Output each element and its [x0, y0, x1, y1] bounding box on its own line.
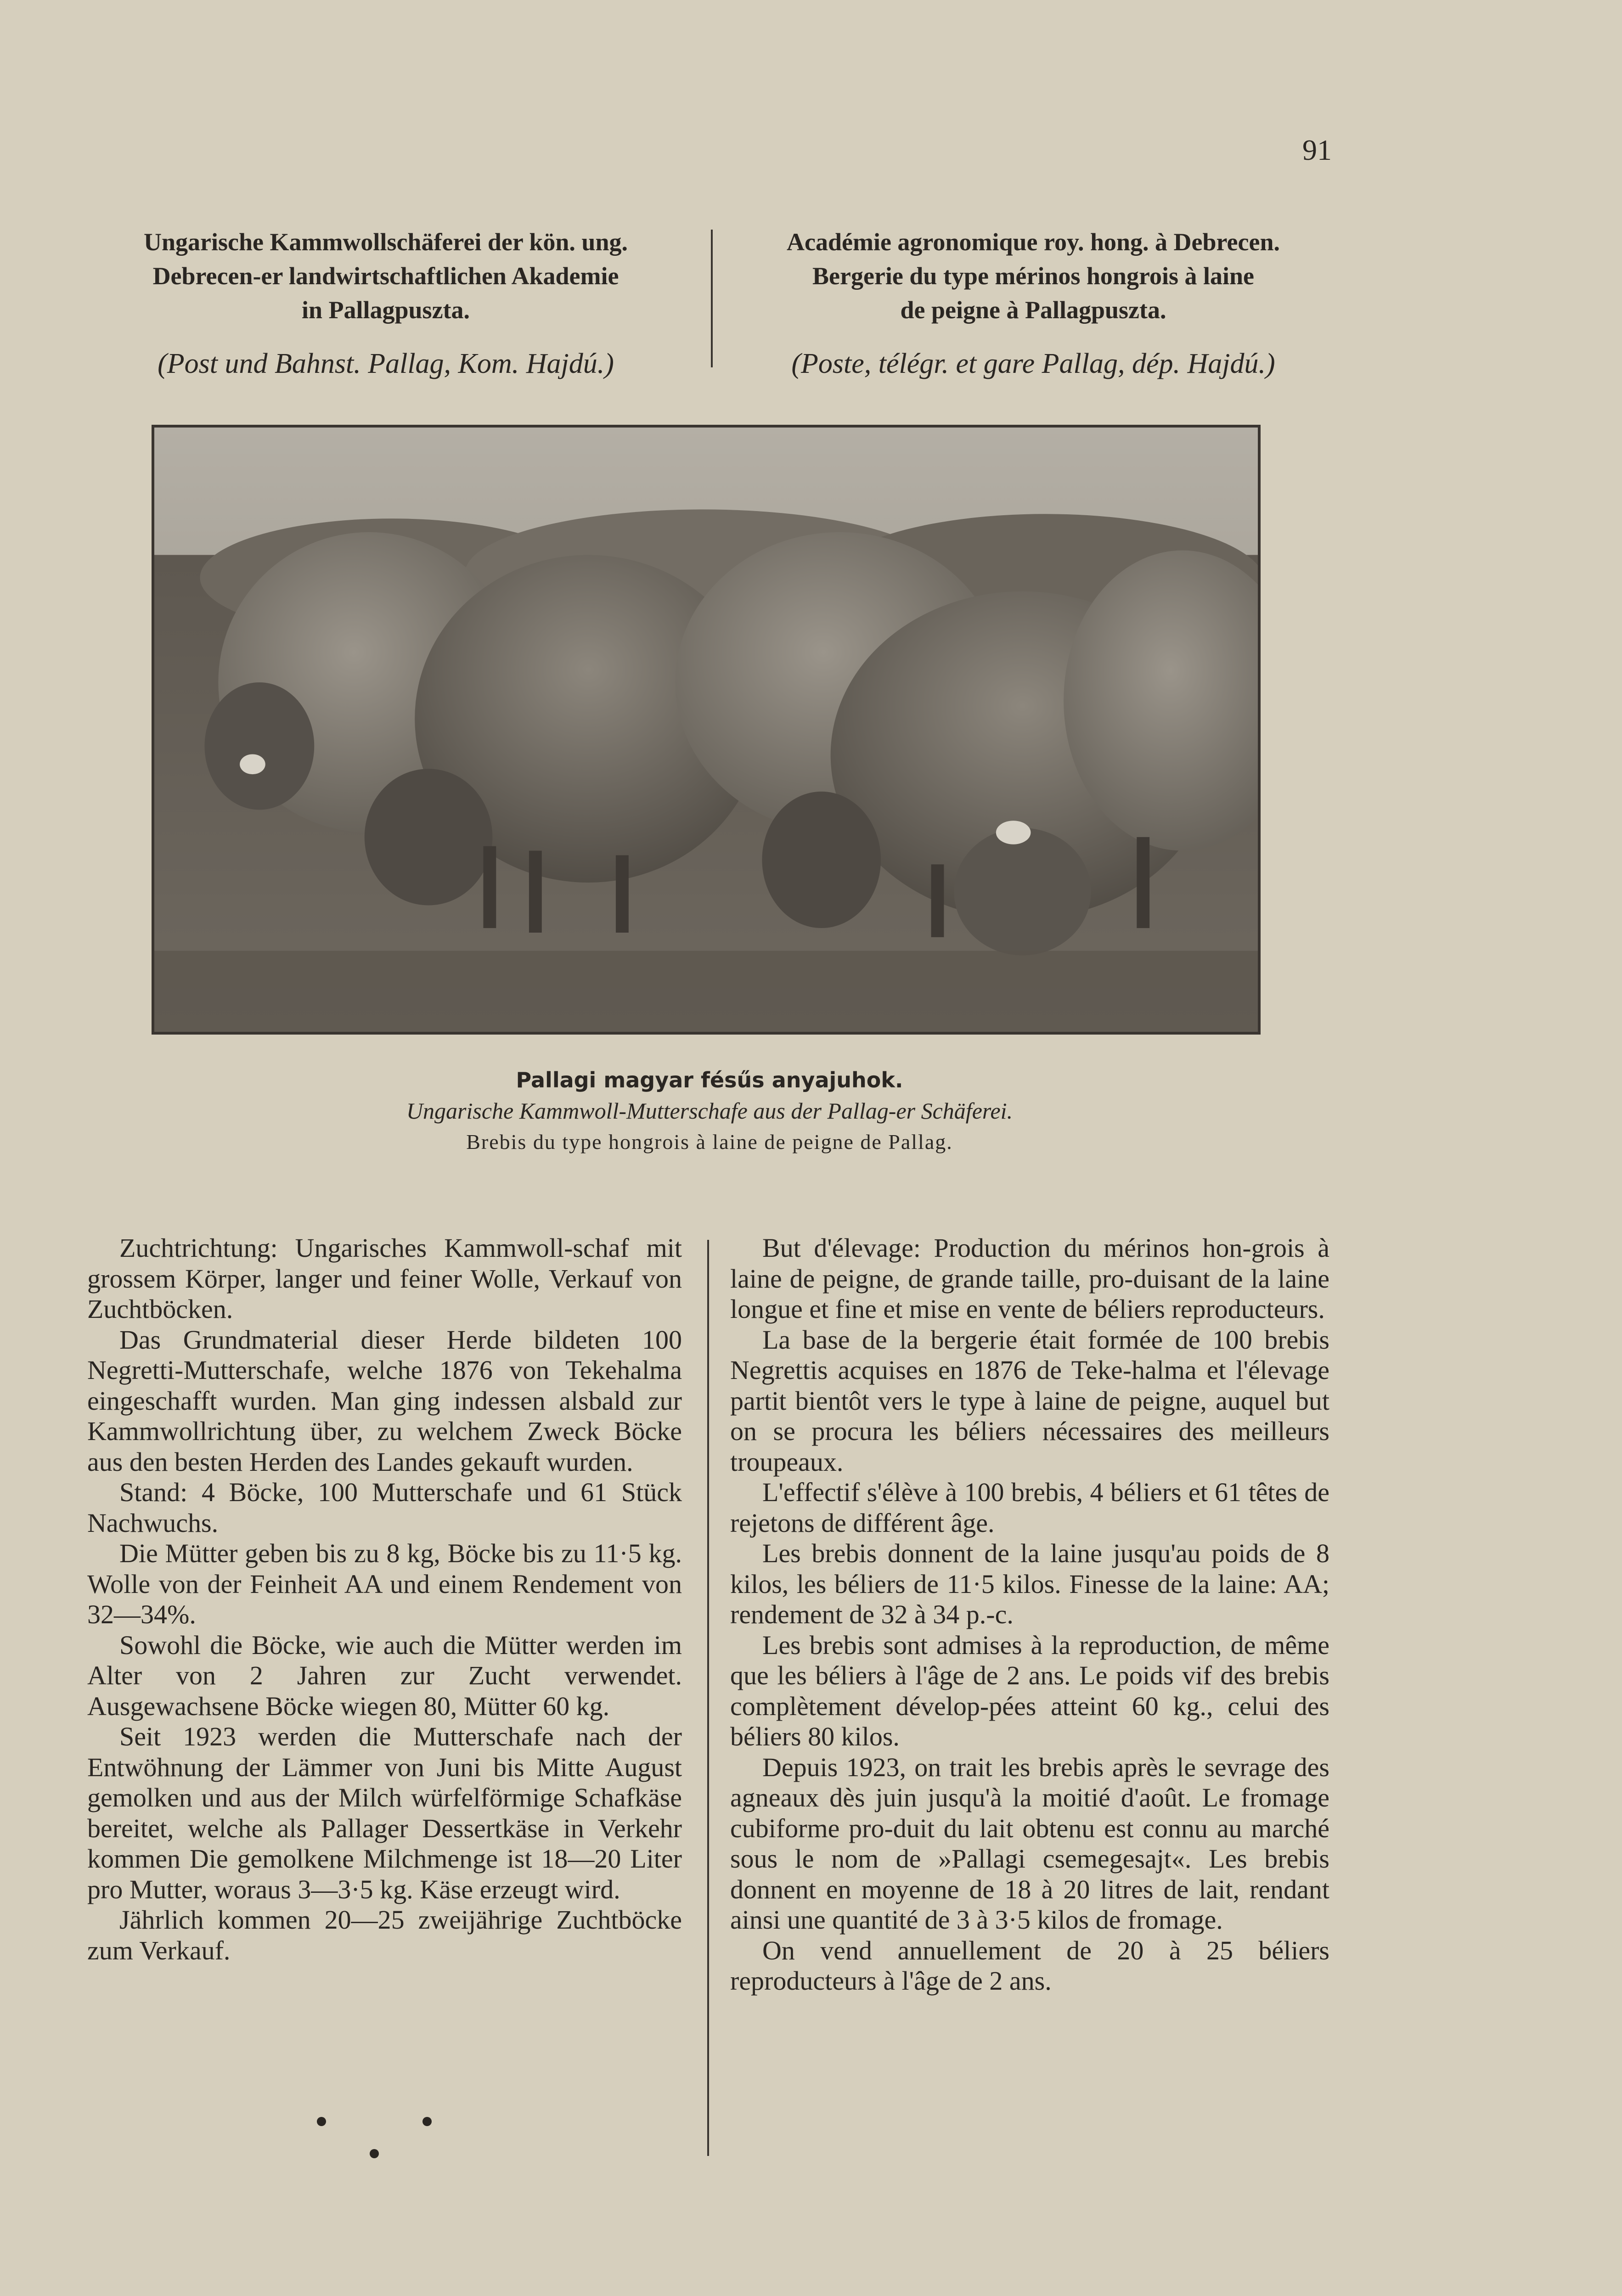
header-french-title: Académie agronomique roy. hong. à Debrecen. Bergerie du type mérinos hongrois à laine de peigne à Pallagpuszta. — [787, 228, 1280, 324]
header-german-title: Ungarische Kammwollschäferei der kön. ung. Debrecen-er landwirtschaftlichen Akademie in Pallagpuszta. — [143, 228, 628, 324]
french-paragraph: Les brebis donnent de la laine jusqu'au poids de 8 kilos, les béliers de 11·5 kilos. Finesse de la laine: AA; rendement de 32 à 34 p.-c. — [730, 1538, 1329, 1629]
german-text-column — [87, 1233, 682, 1966]
german-paragraph: Das Grundmaterial dieser Herde bildeten 100 Negretti-Mutterschafe, welche 1876 von Tekehalma eingeschafft wurden. Man ging indessen alsbald zur Kammwollrichtung über, zu welchem Zweck Böcke aus den besten Herden des Landes gekauft wurden. — [87, 1324, 682, 1477]
header-german-address: (Post und Bahnst. Pallag, Kom. Hajdú.) — [158, 348, 614, 379]
header-french-address: (Poste, télégr. et gare Pallag, dép. Hajdú.) — [791, 348, 1275, 379]
german-paragraph: Jährlich kommen 20—25 zweijährige Zuchtböcke zum Verkauf. — [87, 1905, 682, 1965]
ornament-dot — [370, 2149, 379, 2158]
french-paragraph: La base de la bergerie était formée de 100 brebis Negrettis acquises en 1876 de Teke-halma et l'élevage partit bientôt vers le type à laine de peigne, auquel but on se procura les béliers nécessaires des meilleurs troupeaux. — [730, 1324, 1329, 1477]
section-end-ornament — [312, 2112, 450, 2167]
french-paragraph: On vend annuellement de 20 à 25 béliers reproducteurs à l'âge de 2 ans. — [730, 1935, 1329, 1996]
ornament-dot — [422, 2117, 432, 2126]
german-paragraph: Seit 1923 werden die Mutterschafe nach der Entwöhnung der Lämmer von Juni bis Mitte August gemolken und aus der Milch würfelförmige Schafkäse bereitet, welche als Pallager Dessertkäse in Verkehr kommen Die gemolkene Milchmenge ist 18—20 Liter pro Mutter, woraus 3—3·5 kg. Käse erzeugt wird. — [87, 1722, 682, 1904]
french-paragraph: L'effectif s'élève à 100 brebis, 4 béliers et 61 têtes de rejetons de différent âge. — [730, 1477, 1329, 1538]
french-paragraph: Les brebis sont admises à la reproduction, de même que les béliers à l'âge de 2 ans. Le poids vif des brebis complètement dévelop-pées atteint 60 kg., celui des béliers 80 kilos. — [730, 1630, 1329, 1751]
ornament-dot — [317, 2117, 326, 2126]
header-german — [101, 225, 670, 382]
column-divider — [707, 1240, 709, 2156]
german-paragraph: Stand: 4 Böcke, 100 Mutterschafe und 61 Stück Nachwuchs. — [87, 1477, 682, 1538]
caption-german: Ungarische Kammwoll-Mutterschafe aus der Pallag-er Schäferei. — [406, 1098, 1013, 1124]
german-paragraph: Die Mütter geben bis zu 8 kg, Böcke bis zu 11·5 kg. Wolle von der Feinheit AA und einem Rendement von 32—34%. — [87, 1538, 682, 1629]
header-french — [728, 225, 1339, 382]
german-paragraph: Zuchtrichtung: Ungarisches Kammwoll-schaf mit grossem Körper, langer und feiner Wolle, Verkauf von Zuchtböcken. — [87, 1233, 682, 1324]
header-divider — [711, 230, 713, 367]
french-paragraph: Depuis 1923, on trait les brebis après le sevrage des agneaux dès juin jusqu'à la moitié d'août. Le fromage cubiforme pro-duit du lait obtenu est connu au marché sous le nom de »Pallagi csemegesajt«. Les brebis donnent en moyenne de 18 à 20 litres de lait, rendant ainsi une quantité de 3 à 3·5 kilos de fromage. — [730, 1752, 1329, 1935]
french-text-column — [730, 1233, 1329, 1997]
sheep-photo-illustration — [154, 428, 1258, 1032]
sheep-photograph — [152, 425, 1261, 1035]
caption-french: Brebis du type hongrois à laine de peigne de Pallag. — [466, 1130, 953, 1154]
french-paragraph: But d'élevage: Production du mérinos hon-grois à laine de peigne, de grande taille, pro-duisant de la laine longue et fine et mise en vente de béliers reproducteurs. — [730, 1233, 1329, 1324]
german-paragraph: Sowohl die Böcke, wie auch die Mütter werden im Alter von 2 Jahren zur Zucht verwendet. Ausgewachsene Böcke wiegen 80, Mütter 60 kg. — [87, 1630, 682, 1721]
caption-hungarian: Pallagi magyar fésűs anyajuhok. — [516, 1068, 903, 1092]
page-number: 91 — [1302, 134, 1332, 166]
